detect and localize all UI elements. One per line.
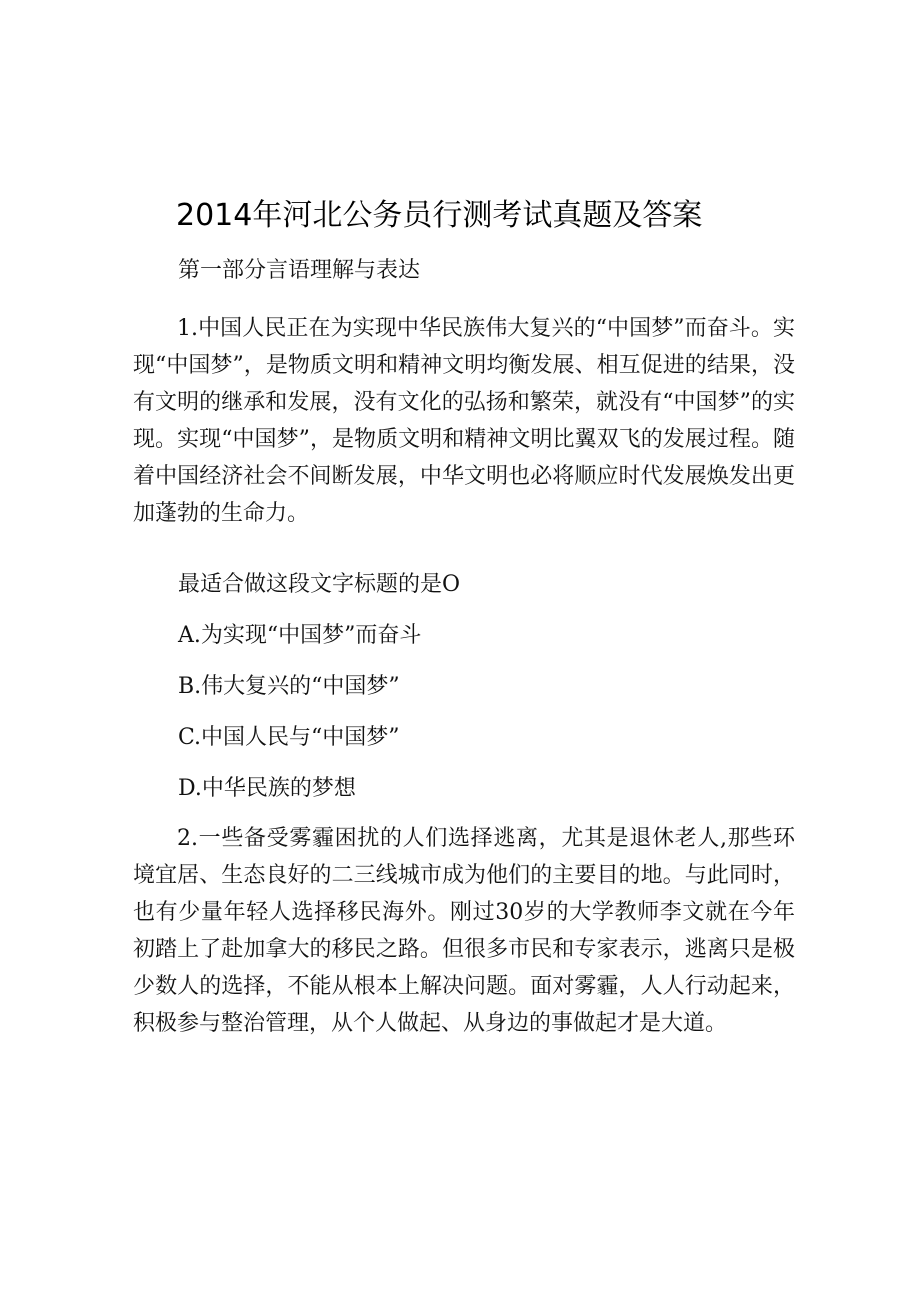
question-1-option-d: D.中华民族的梦想	[178, 776, 356, 801]
question-2-text: 2.一些备受雾霾困扰的人们选择逃离，尤其是退休老人,那些环境宜居、生态良好的二三线城市成为他们的主要目的地。与此同时，也有少量年轻人选择移民海外。刚过30岁的大学教师李文就在今年初踏上了赴加拿大的移民之路。但很多市民和专家表示，逃离只是极少数人的选择，不能从根本上解决问题。面对雾霾，人人行动起来，积极参与整治管理，从个人做起、从身边的事做起才是大道。	[133, 826, 795, 1036]
question-1-prompt: 最适合做这段文字标题的是O	[178, 572, 461, 597]
question-1-option-a: A.为实现“中国梦”而奋斗	[178, 623, 422, 648]
question-1-option-c: C.中国人民与“中国梦”	[178, 725, 400, 750]
question-1-paragraph	[133, 310, 795, 532]
document-title: 2014年河北公务员行测考试真题及答案	[176, 198, 703, 233]
question-2-paragraph	[133, 820, 795, 1042]
section-heading: 第一部分言语理解与表达	[178, 258, 421, 283]
question-1-option-b: B.伟大复兴的“中国梦”	[178, 674, 400, 699]
question-1-text: 1.中国人民正在为实现中华民族伟大复兴的“中国梦”而奋斗。实现“中国梦”，是物质文明和精神文明均衡发展、相互促进的结果，没有文明的继承和发展，没有文化的弘扬和繁荣，就没有“中国梦”的实现。实现“中国梦”，是物质文明和精神文明比翼双飞的发展过程。随着中国经济社会不间断发展，中华文明也必将顺应时代发展焕发出更加蓬勃的生命力。	[133, 316, 795, 526]
